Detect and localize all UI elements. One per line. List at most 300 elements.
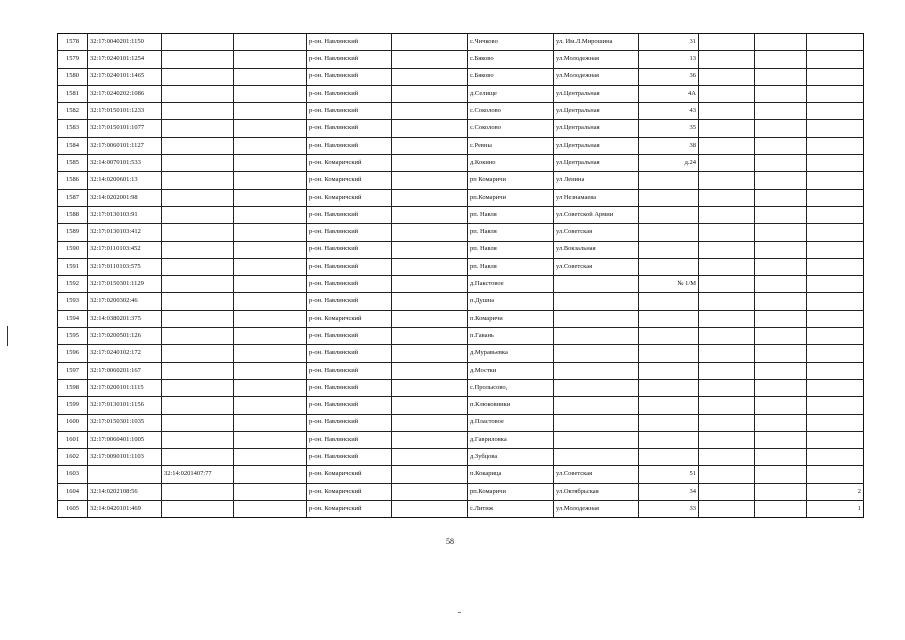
cadastral-number-cell: 32:14:0380201:375 <box>88 310 162 327</box>
cadastral-number-alt-cell <box>162 51 234 68</box>
house-cell <box>639 206 699 223</box>
cadastral-number-cell: 32:17:0150301:1129 <box>88 276 162 293</box>
table-row <box>58 172 864 189</box>
empty-cell <box>755 293 807 310</box>
locality-cell: с.Чичково <box>468 34 554 51</box>
empty-cell <box>234 51 307 68</box>
district-cell: р-он. Навлинский <box>307 431 392 448</box>
row-number-cell: 1588 <box>58 206 88 223</box>
extra-cell <box>807 258 864 275</box>
table-row <box>58 276 864 293</box>
cadastral-number-cell: 32:14:0200601:13 <box>88 172 162 189</box>
cadastral-number-cell: 32:17:0060401:1005 <box>88 431 162 448</box>
extra-cell <box>807 397 864 414</box>
house-cell <box>639 224 699 241</box>
street-cell: ул.Советская <box>554 224 639 241</box>
empty-cell <box>392 120 468 137</box>
district-cell: р-он. Навлинский <box>307 328 392 345</box>
table-row <box>58 137 864 154</box>
empty-cell <box>234 345 307 362</box>
extra-cell <box>807 85 864 102</box>
street-cell: ул.Центральная <box>554 155 639 172</box>
locality-cell: п.Гавань <box>468 328 554 345</box>
cadastral-number-alt-cell <box>162 501 234 518</box>
locality-cell: с.Пролысово, <box>468 379 554 396</box>
extra-cell <box>807 414 864 431</box>
house-cell <box>639 414 699 431</box>
cadastral-number-cell: 32:17:0150301:1035 <box>88 414 162 431</box>
house-cell <box>639 258 699 275</box>
table-row <box>58 34 864 51</box>
district-cell: р-он. Навлинский <box>307 224 392 241</box>
row-number-cell: 1600 <box>58 414 88 431</box>
empty-cell <box>392 189 468 206</box>
cadastral-number-alt-cell <box>162 328 234 345</box>
empty-cell <box>234 466 307 483</box>
cadastral-number-cell: 32:17:0130101:1156 <box>88 397 162 414</box>
empty-cell <box>234 137 307 154</box>
cadastral-number-cell: 32:17:0040201:1150 <box>88 34 162 51</box>
district-cell: р-он. Навлинский <box>307 397 392 414</box>
row-number-cell: 1601 <box>58 431 88 448</box>
empty-cell <box>392 466 468 483</box>
extra-cell <box>807 466 864 483</box>
locality-cell: д.Пластовое <box>468 414 554 431</box>
empty-cell <box>699 293 755 310</box>
locality-cell: рп. Навля <box>468 206 554 223</box>
locality-cell: с.Соколово <box>468 103 554 120</box>
row-number-cell: 1582 <box>58 103 88 120</box>
empty-cell <box>392 68 468 85</box>
district-cell: р-он. Навлинский <box>307 362 392 379</box>
table-row <box>58 51 864 68</box>
extra-cell <box>807 172 864 189</box>
empty-cell <box>234 206 307 223</box>
locality-cell: д.Гавриловка <box>468 431 554 448</box>
empty-cell <box>392 397 468 414</box>
cadastral-number-alt-cell <box>162 137 234 154</box>
locality-cell: с.Бяково <box>468 68 554 85</box>
empty-cell <box>392 206 468 223</box>
house-cell <box>639 397 699 414</box>
empty-cell <box>392 137 468 154</box>
street-cell <box>554 449 639 466</box>
empty-cell <box>755 397 807 414</box>
street-cell: ул.Молодежная <box>554 501 639 518</box>
house-cell <box>639 328 699 345</box>
locality-cell: д.Пакстовое <box>468 276 554 293</box>
house-cell: 34 <box>639 483 699 500</box>
empty-cell <box>392 345 468 362</box>
cadastral-number-alt-cell <box>162 362 234 379</box>
empty-cell <box>699 155 755 172</box>
extra-cell <box>807 345 864 362</box>
house-cell <box>639 449 699 466</box>
district-cell: р-он. Навлинский <box>307 51 392 68</box>
row-number-cell: 1581 <box>58 85 88 102</box>
empty-cell <box>755 414 807 431</box>
row-number-cell: 1591 <box>58 258 88 275</box>
empty-cell <box>234 258 307 275</box>
house-cell <box>639 293 699 310</box>
empty-cell <box>755 483 807 500</box>
extra-cell <box>807 137 864 154</box>
cadastral-number-alt-cell <box>162 189 234 206</box>
registry-table <box>57 33 864 518</box>
empty-cell <box>699 276 755 293</box>
empty-cell <box>392 328 468 345</box>
locality-cell: рп Комаричи <box>468 172 554 189</box>
cadastral-number-cell <box>88 466 162 483</box>
empty-cell <box>234 362 307 379</box>
district-cell: р-он. Комаричский <box>307 189 392 206</box>
empty-cell <box>699 310 755 327</box>
row-number-cell: 1594 <box>58 310 88 327</box>
district-cell: р-он. Навлинский <box>307 241 392 258</box>
cadastral-number-cell: 32:17:0060201:167 <box>88 362 162 379</box>
locality-cell: рп. Навля <box>468 224 554 241</box>
district-cell: р-он. Комаричский <box>307 310 392 327</box>
district-cell: р-он. Комаричский <box>307 501 392 518</box>
cadastral-number-cell: 32:17:0200302:46 <box>88 293 162 310</box>
empty-cell <box>755 449 807 466</box>
empty-cell <box>755 34 807 51</box>
table-row <box>58 293 864 310</box>
table-body <box>58 34 864 518</box>
district-cell: р-он. Навлинский <box>307 276 392 293</box>
empty-cell <box>755 51 807 68</box>
empty-cell <box>392 258 468 275</box>
district-cell: р-он. Навлинский <box>307 293 392 310</box>
empty-cell <box>234 293 307 310</box>
empty-cell <box>755 120 807 137</box>
locality-cell: п.Комаричи <box>468 310 554 327</box>
house-cell <box>639 310 699 327</box>
table-row <box>58 206 864 223</box>
street-cell: ул.Молодежная <box>554 51 639 68</box>
district-cell: р-он. Комаричский <box>307 172 392 189</box>
locality-cell: п.Душна <box>468 293 554 310</box>
cadastral-number-cell: 32:17:0130103:91 <box>88 206 162 223</box>
empty-cell <box>699 224 755 241</box>
empty-cell <box>755 345 807 362</box>
table-row <box>58 241 864 258</box>
row-number-cell: 1602 <box>58 449 88 466</box>
empty-cell <box>392 85 468 102</box>
locality-cell: д.Кокино <box>468 155 554 172</box>
extra-cell <box>807 241 864 258</box>
extra-cell <box>807 328 864 345</box>
extra-cell <box>807 206 864 223</box>
cadastral-number-cell: 32:17:0240101:1465 <box>88 68 162 85</box>
empty-cell <box>755 379 807 396</box>
row-number-cell: 1587 <box>58 189 88 206</box>
cadastral-number-alt-cell <box>162 34 234 51</box>
district-cell: р-он. Комаричский <box>307 466 392 483</box>
cadastral-number-cell: 32:17:0240202:1086 <box>88 85 162 102</box>
empty-cell <box>234 224 307 241</box>
street-cell <box>554 379 639 396</box>
street-cell: ул.Центральная <box>554 103 639 120</box>
table-row <box>58 483 864 500</box>
table-row <box>58 345 864 362</box>
cadastral-number-alt-cell <box>162 120 234 137</box>
empty-cell <box>699 345 755 362</box>
street-cell: ул.Молодежная <box>554 68 639 85</box>
cadastral-number-alt-cell <box>162 483 234 500</box>
cadastral-number-alt-cell <box>162 449 234 466</box>
district-cell: р-он. Навлинский <box>307 34 392 51</box>
street-cell: ул. Им.Л.Мирошина <box>554 34 639 51</box>
district-cell: р-он. Навлинский <box>307 345 392 362</box>
cadastral-number-cell: 32:17:0200501:126 <box>88 328 162 345</box>
locality-cell: с.Литиж <box>468 501 554 518</box>
row-number-cell: 1580 <box>58 68 88 85</box>
empty-cell <box>699 189 755 206</box>
table-row <box>58 431 864 448</box>
table-row <box>58 258 864 275</box>
street-cell: ул Ленина <box>554 172 639 189</box>
empty-cell <box>755 501 807 518</box>
empty-cell <box>234 172 307 189</box>
row-number-cell: 1583 <box>58 120 88 137</box>
empty-cell <box>392 51 468 68</box>
street-cell <box>554 414 639 431</box>
cadastral-number-alt-cell <box>162 68 234 85</box>
extra-cell <box>807 293 864 310</box>
table-row <box>58 449 864 466</box>
house-cell: 43 <box>639 103 699 120</box>
house-cell: 38 <box>639 137 699 154</box>
cadastral-number-cell: 32:17:0110103:452 <box>88 241 162 258</box>
street-cell <box>554 310 639 327</box>
locality-cell: с.Ревны <box>468 137 554 154</box>
extra-cell <box>807 224 864 241</box>
street-cell: ул.Советская <box>554 466 639 483</box>
locality-cell: д.Селище <box>468 85 554 102</box>
empty-cell <box>392 310 468 327</box>
cadastral-number-cell: 32:14:0070101:533 <box>88 155 162 172</box>
district-cell: р-он. Навлинский <box>307 137 392 154</box>
extra-cell <box>807 189 864 206</box>
table-row <box>58 224 864 241</box>
empty-cell <box>234 397 307 414</box>
cadastral-number-cell: 32:14:0420101:469 <box>88 501 162 518</box>
empty-cell <box>699 414 755 431</box>
district-cell: р-он. Навлинский <box>307 379 392 396</box>
empty-cell <box>234 103 307 120</box>
cadastral-number-alt-cell <box>162 379 234 396</box>
street-cell: ул.Вокзальная <box>554 241 639 258</box>
empty-cell <box>234 189 307 206</box>
extra-cell <box>807 103 864 120</box>
extra-cell <box>807 34 864 51</box>
cadastral-number-alt-cell <box>162 293 234 310</box>
house-cell <box>639 379 699 396</box>
cadastral-number-cell: 32:17:0060101:1127 <box>88 137 162 154</box>
cadastral-number-cell: 32:17:0240102:172 <box>88 345 162 362</box>
row-number-cell: 1585 <box>58 155 88 172</box>
scan-mark-left <box>7 326 8 346</box>
empty-cell <box>755 103 807 120</box>
table-row <box>58 414 864 431</box>
cadastral-number-alt-cell <box>162 276 234 293</box>
house-cell: 33 <box>639 501 699 518</box>
empty-cell <box>755 328 807 345</box>
street-cell <box>554 328 639 345</box>
row-number-cell: 1597 <box>58 362 88 379</box>
district-cell: р-он. Комаричский <box>307 483 392 500</box>
empty-cell <box>234 431 307 448</box>
empty-cell <box>699 501 755 518</box>
extra-cell <box>807 51 864 68</box>
empty-cell <box>234 276 307 293</box>
house-cell: 35 <box>639 120 699 137</box>
empty-cell <box>755 155 807 172</box>
table-row <box>58 362 864 379</box>
empty-cell <box>392 155 468 172</box>
extra-cell <box>807 449 864 466</box>
cadastral-number-cell: 32:17:0150101:1077 <box>88 120 162 137</box>
extra-cell <box>807 310 864 327</box>
street-cell: ул.Октябрьская <box>554 483 639 500</box>
cadastral-number-alt-cell <box>162 397 234 414</box>
table-row <box>58 155 864 172</box>
empty-cell <box>392 34 468 51</box>
extra-cell <box>807 68 864 85</box>
empty-cell <box>699 51 755 68</box>
row-number-cell: 1598 <box>58 379 88 396</box>
scan-mark-bottom <box>458 612 461 613</box>
extra-cell: 1 <box>807 501 864 518</box>
empty-cell <box>755 310 807 327</box>
house-cell: 31 <box>639 34 699 51</box>
empty-cell <box>755 241 807 258</box>
locality-cell: д.Зубцова <box>468 449 554 466</box>
row-number-cell: 1579 <box>58 51 88 68</box>
district-cell: р-он. Комаричский <box>307 155 392 172</box>
cadastral-number-cell: 32:17:0130103:412 <box>88 224 162 241</box>
extra-cell <box>807 431 864 448</box>
empty-cell <box>392 483 468 500</box>
row-number-cell: 1603 <box>58 466 88 483</box>
street-cell <box>554 345 639 362</box>
empty-cell <box>755 276 807 293</box>
empty-cell <box>699 362 755 379</box>
empty-cell <box>234 34 307 51</box>
empty-cell <box>699 206 755 223</box>
empty-cell <box>755 466 807 483</box>
street-cell: ул.Центральная <box>554 85 639 102</box>
empty-cell <box>755 362 807 379</box>
empty-cell <box>234 310 307 327</box>
locality-cell: д.Мостки <box>468 362 554 379</box>
table-row <box>58 310 864 327</box>
locality-cell: рп.Комаричи <box>468 189 554 206</box>
row-number-cell: 1596 <box>58 345 88 362</box>
house-cell: 4А <box>639 85 699 102</box>
cadastral-number-alt-cell <box>162 241 234 258</box>
empty-cell <box>699 449 755 466</box>
table-row <box>58 189 864 206</box>
empty-cell <box>755 137 807 154</box>
street-cell <box>554 362 639 379</box>
house-cell <box>639 241 699 258</box>
empty-cell <box>699 172 755 189</box>
house-cell: 36 <box>639 68 699 85</box>
empty-cell <box>234 120 307 137</box>
district-cell: р-он. Навлинский <box>307 414 392 431</box>
empty-cell <box>699 466 755 483</box>
empty-cell <box>699 483 755 500</box>
house-cell <box>639 172 699 189</box>
empty-cell <box>392 172 468 189</box>
table-row <box>58 466 864 483</box>
district-cell: р-он. Навлинский <box>307 103 392 120</box>
empty-cell <box>234 483 307 500</box>
empty-cell <box>699 431 755 448</box>
street-cell: ул.Центральная <box>554 137 639 154</box>
row-number-cell: 1586 <box>58 172 88 189</box>
empty-cell <box>392 431 468 448</box>
empty-cell <box>699 328 755 345</box>
street-cell: ул.Советская <box>554 258 639 275</box>
empty-cell <box>392 501 468 518</box>
empty-cell <box>234 501 307 518</box>
street-cell <box>554 397 639 414</box>
locality-cell: рп.Комаричи <box>468 483 554 500</box>
district-cell: р-он. Навлинский <box>307 68 392 85</box>
empty-cell <box>392 103 468 120</box>
house-cell <box>639 362 699 379</box>
empty-cell <box>234 155 307 172</box>
empty-cell <box>755 431 807 448</box>
empty-cell <box>699 241 755 258</box>
empty-cell <box>699 379 755 396</box>
row-number-cell: 1584 <box>58 137 88 154</box>
cadastral-number-alt-cell <box>162 85 234 102</box>
table-row <box>58 379 864 396</box>
cadastral-number-alt-cell <box>162 103 234 120</box>
table-row <box>58 328 864 345</box>
house-cell: 13 <box>639 51 699 68</box>
empty-cell <box>699 68 755 85</box>
empty-cell <box>392 449 468 466</box>
cadastral-number-alt-cell <box>162 206 234 223</box>
row-number-cell: 1599 <box>58 397 88 414</box>
cadastral-number-alt-cell <box>162 431 234 448</box>
extra-cell: 2 <box>807 483 864 500</box>
cadastral-number-alt-cell <box>162 345 234 362</box>
empty-cell <box>755 189 807 206</box>
empty-cell <box>699 258 755 275</box>
district-cell: р-он. Навлинский <box>307 449 392 466</box>
house-cell: д.24 <box>639 155 699 172</box>
extra-cell <box>807 379 864 396</box>
table-row <box>58 85 864 102</box>
street-cell <box>554 293 639 310</box>
empty-cell <box>392 414 468 431</box>
cadastral-number-cell: 32:17:0240101:1254 <box>88 51 162 68</box>
cadastral-number-alt-cell <box>162 414 234 431</box>
empty-cell <box>234 328 307 345</box>
cadastral-number-cell: 32:17:0110103:575 <box>88 258 162 275</box>
empty-cell <box>392 362 468 379</box>
house-cell: 51 <box>639 466 699 483</box>
empty-cell <box>699 34 755 51</box>
empty-cell <box>392 293 468 310</box>
row-number-cell: 1605 <box>58 501 88 518</box>
